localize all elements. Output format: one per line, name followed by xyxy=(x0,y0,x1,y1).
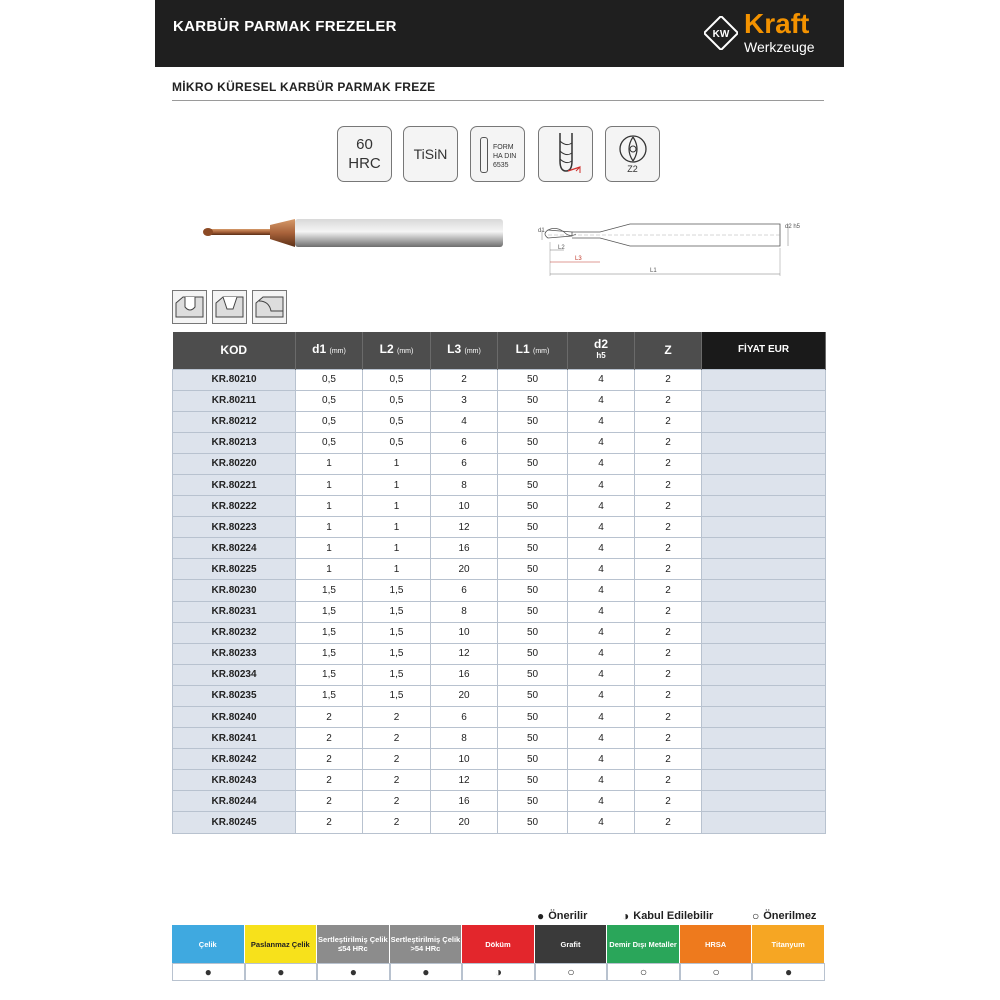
cell-l2: 2 xyxy=(363,770,431,791)
cell-l3: 8 xyxy=(431,601,498,622)
material-cell: HRSA xyxy=(680,925,753,963)
cell-l2: 1,5 xyxy=(363,601,431,622)
cell-price xyxy=(702,369,826,390)
table-row xyxy=(173,369,826,390)
cell-code: KR.80225 xyxy=(173,559,296,580)
cell-l2: 1,5 xyxy=(363,643,431,664)
material-header-row xyxy=(172,925,825,963)
cell-price xyxy=(702,496,826,517)
cell-price xyxy=(702,685,826,706)
table-row xyxy=(173,643,826,664)
cell-d2: 4 xyxy=(568,496,635,517)
form-line-1: FORM xyxy=(493,144,514,151)
cell-code: KR.80222 xyxy=(173,496,296,517)
cell-price xyxy=(702,390,826,411)
cell-code: KR.80243 xyxy=(173,770,296,791)
cell-code: KR.80232 xyxy=(173,622,296,643)
product-subtitle: MİKRO KÜRESEL KARBÜR PARMAK FREZE xyxy=(172,80,436,94)
cell-z: 2 xyxy=(635,432,702,453)
material-cell: Sertleştirilmiş Çelik ≤54 HRc xyxy=(317,925,390,963)
cell-l1: 50 xyxy=(498,390,568,411)
cell-code: KR.80241 xyxy=(173,728,296,749)
cell-code: KR.80211 xyxy=(173,390,296,411)
dim-d1-label: d1 xyxy=(538,228,545,234)
cell-l3: 20 xyxy=(431,559,498,580)
cell-l1: 50 xyxy=(498,411,568,432)
table-row xyxy=(173,580,826,601)
cell-l3: 16 xyxy=(431,664,498,685)
cell-l3: 6 xyxy=(431,453,498,474)
dim-d2-label: d2 h5 xyxy=(785,224,801,230)
cell-l3: 2 xyxy=(431,369,498,390)
cell-l2: 1 xyxy=(363,559,431,580)
table-row xyxy=(173,685,826,706)
contour-milling-icon xyxy=(253,291,286,323)
tool-photo xyxy=(200,215,505,250)
cell-code: KR.80210 xyxy=(173,369,296,390)
material-cell: Paslanmaz Çelik xyxy=(245,925,318,963)
col-header-l3: L3 (mm) xyxy=(431,332,498,369)
cell-price xyxy=(702,643,826,664)
cell-d1: 1 xyxy=(296,474,363,495)
cell-d2: 4 xyxy=(568,411,635,432)
half-circle-icon: ◑ xyxy=(622,909,630,923)
cell-z: 2 xyxy=(635,538,702,559)
table-row xyxy=(173,770,826,791)
drawing-outline xyxy=(530,212,800,284)
material-rating-row xyxy=(172,963,825,981)
cell-d2: 4 xyxy=(568,517,635,538)
cell-d1: 1,5 xyxy=(296,580,363,601)
cell-z: 2 xyxy=(635,622,702,643)
col-header-z: Z xyxy=(635,332,702,369)
cell-l2: 1,5 xyxy=(363,622,431,643)
table-row xyxy=(173,749,826,770)
cell-l3: 16 xyxy=(431,538,498,559)
cell-d2: 4 xyxy=(568,601,635,622)
cell-l2: 1 xyxy=(363,474,431,495)
shank-icon xyxy=(480,137,488,173)
cell-price xyxy=(702,707,826,728)
coating-badge xyxy=(403,126,458,182)
cell-d1: 1,5 xyxy=(296,601,363,622)
cell-l3: 20 xyxy=(431,812,498,833)
cell-d1: 0,5 xyxy=(296,390,363,411)
cell-d2: 4 xyxy=(568,749,635,770)
cell-l3: 16 xyxy=(431,791,498,812)
form-line-3: 6535 xyxy=(493,162,509,169)
table-row xyxy=(173,496,826,517)
cell-d2: 4 xyxy=(568,622,635,643)
material-cell: Sertleştirilmiş Çelik >54 HRc xyxy=(390,925,463,963)
table-row xyxy=(173,601,826,622)
table-row xyxy=(173,559,826,580)
cell-d1: 1,5 xyxy=(296,685,363,706)
table-row xyxy=(173,812,826,833)
cell-d2: 4 xyxy=(568,770,635,791)
cell-z: 2 xyxy=(635,496,702,517)
cell-z: 2 xyxy=(635,580,702,601)
cell-price xyxy=(702,453,826,474)
cell-d1: 2 xyxy=(296,791,363,812)
cell-d2: 4 xyxy=(568,812,635,833)
cell-d1: 2 xyxy=(296,770,363,791)
cell-l1: 50 xyxy=(498,685,568,706)
col-header-l1: L1 (mm) xyxy=(498,332,568,369)
table-row xyxy=(173,453,826,474)
rating-not-recommended-icon: ○ xyxy=(607,963,680,981)
cell-code: KR.80231 xyxy=(173,601,296,622)
cell-code: KR.80220 xyxy=(173,453,296,474)
material-cell: Çelik xyxy=(172,925,245,963)
flutes-badge xyxy=(605,126,660,182)
cell-z: 2 xyxy=(635,749,702,770)
hardness-value: 60 xyxy=(356,136,373,153)
cell-price xyxy=(702,791,826,812)
cell-l1: 50 xyxy=(498,559,568,580)
cell-d1: 2 xyxy=(296,812,363,833)
cell-d2: 4 xyxy=(568,685,635,706)
cell-price xyxy=(702,474,826,495)
empty-circle-icon: ○ xyxy=(752,909,760,923)
rating-recommended-icon: ● xyxy=(317,963,390,981)
cell-l3: 4 xyxy=(431,411,498,432)
ball-nose-badge xyxy=(538,126,593,182)
cell-l2: 1 xyxy=(363,538,431,559)
rating-recommended-icon: ● xyxy=(752,963,825,981)
cell-z: 2 xyxy=(635,601,702,622)
cell-code: KR.80223 xyxy=(173,517,296,538)
cell-code: KR.80221 xyxy=(173,474,296,495)
cell-d1: 1,5 xyxy=(296,622,363,643)
cell-z: 2 xyxy=(635,559,702,580)
cell-l2: 2 xyxy=(363,749,431,770)
cell-l3: 8 xyxy=(431,728,498,749)
divider xyxy=(172,100,824,101)
logo-brand: Kraft xyxy=(744,8,810,39)
hardness-badge xyxy=(337,126,392,182)
cell-d1: 1,5 xyxy=(296,664,363,685)
cell-d1: 2 xyxy=(296,707,363,728)
cell-price xyxy=(702,664,826,685)
cell-price xyxy=(702,411,826,432)
dim-l2-label: L2 xyxy=(558,245,565,251)
kw-diamond-icon xyxy=(704,16,738,50)
cell-d2: 4 xyxy=(568,664,635,685)
cell-price xyxy=(702,538,826,559)
cell-code: KR.80240 xyxy=(173,707,296,728)
cell-l2: 1,5 xyxy=(363,664,431,685)
cell-l3: 10 xyxy=(431,622,498,643)
cell-d2: 4 xyxy=(568,432,635,453)
cell-price xyxy=(702,432,826,453)
rating-acceptable-icon: ◑ xyxy=(462,963,535,981)
cell-l2: 2 xyxy=(363,728,431,749)
cell-d1: 1 xyxy=(296,453,363,474)
cell-l3: 12 xyxy=(431,770,498,791)
cell-z: 2 xyxy=(635,812,702,833)
cell-z: 2 xyxy=(635,411,702,432)
cell-l3: 6 xyxy=(431,432,498,453)
page-title: KARBÜR PARMAK FREZELER xyxy=(173,18,397,35)
cell-price xyxy=(702,770,826,791)
slot-milling-icon xyxy=(173,291,206,323)
cell-d2: 4 xyxy=(568,538,635,559)
logo-mark-text: KW xyxy=(712,29,730,40)
two-flute-icon xyxy=(618,134,648,164)
cell-z: 2 xyxy=(635,474,702,495)
cell-price xyxy=(702,812,826,833)
rating-not-recommended-icon: ○ xyxy=(535,963,608,981)
material-cell: Titanyum xyxy=(752,925,825,963)
cell-l1: 50 xyxy=(498,538,568,559)
cell-d2: 4 xyxy=(568,643,635,664)
legend-recommended xyxy=(537,909,587,923)
filled-circle-icon: ● xyxy=(537,909,545,923)
cell-code: KR.80245 xyxy=(173,812,296,833)
cell-code: KR.80242 xyxy=(173,749,296,770)
cell-l1: 50 xyxy=(498,432,568,453)
cell-l1: 50 xyxy=(498,664,568,685)
material-cell: Döküm xyxy=(462,925,535,963)
cell-l1: 50 xyxy=(498,601,568,622)
col-header-l2: L2 (mm) xyxy=(363,332,431,369)
cell-z: 2 xyxy=(635,728,702,749)
cell-code: KR.80234 xyxy=(173,664,296,685)
cell-price xyxy=(702,580,826,601)
brand-logo xyxy=(704,8,824,60)
hardness-unit: HRC xyxy=(348,155,381,172)
cell-l1: 50 xyxy=(498,474,568,495)
cell-d2: 4 xyxy=(568,369,635,390)
page-header xyxy=(155,0,844,67)
cell-d2: 4 xyxy=(568,580,635,601)
cell-d2: 4 xyxy=(568,390,635,411)
cell-l2: 1 xyxy=(363,517,431,538)
spec-table xyxy=(172,332,826,834)
cell-z: 2 xyxy=(635,770,702,791)
material-cell: Grafit xyxy=(535,925,608,963)
form-line-2: HA DIN xyxy=(493,153,517,160)
cell-l1: 50 xyxy=(498,517,568,538)
profile-icon-3 xyxy=(252,290,287,324)
cell-d1: 0,5 xyxy=(296,432,363,453)
table-row xyxy=(173,707,826,728)
profile-icon-2 xyxy=(212,290,247,324)
cell-l2: 2 xyxy=(363,707,431,728)
table-row xyxy=(173,728,826,749)
cell-d1: 1,5 xyxy=(296,643,363,664)
cell-l3: 6 xyxy=(431,707,498,728)
cell-d2: 4 xyxy=(568,728,635,749)
cell-z: 2 xyxy=(635,685,702,706)
cell-code: KR.80224 xyxy=(173,538,296,559)
cell-l1: 50 xyxy=(498,622,568,643)
rating-recommended-icon: ● xyxy=(390,963,463,981)
dim-l3-label: L3 xyxy=(575,256,582,262)
legend-not-recommended-label: Önerilmez xyxy=(763,910,817,922)
cell-d1: 0,5 xyxy=(296,411,363,432)
profile-icon-1 xyxy=(172,290,207,324)
logo-subtitle: Werkzeuge xyxy=(744,39,815,55)
col-header-price: FİYAT EUR xyxy=(702,332,826,369)
cell-code: KR.80213 xyxy=(173,432,296,453)
table-row xyxy=(173,538,826,559)
table-row xyxy=(173,664,826,685)
coating-label: TiSiN xyxy=(413,146,448,162)
cell-z: 2 xyxy=(635,707,702,728)
cell-d2: 4 xyxy=(568,707,635,728)
cell-l2: 0,5 xyxy=(363,369,431,390)
cell-code: KR.80235 xyxy=(173,685,296,706)
legend-not-recommended xyxy=(752,909,816,923)
cell-price xyxy=(702,559,826,580)
cell-d1: 1 xyxy=(296,559,363,580)
cell-l3: 12 xyxy=(431,517,498,538)
rating-recommended-icon: ● xyxy=(245,963,318,981)
cell-l2: 1 xyxy=(363,496,431,517)
legend-acceptable xyxy=(622,909,713,923)
rating-recommended-icon: ● xyxy=(172,963,245,981)
cell-z: 2 xyxy=(635,643,702,664)
cell-l1: 50 xyxy=(498,812,568,833)
cell-d2: 4 xyxy=(568,474,635,495)
cell-price xyxy=(702,517,826,538)
cell-d2: 4 xyxy=(568,791,635,812)
table-row xyxy=(173,517,826,538)
cell-z: 2 xyxy=(635,517,702,538)
cell-d1: 1 xyxy=(296,496,363,517)
cell-z: 2 xyxy=(635,453,702,474)
cell-l1: 50 xyxy=(498,453,568,474)
cell-l2: 2 xyxy=(363,791,431,812)
cell-d1: 2 xyxy=(296,728,363,749)
cell-l3: 6 xyxy=(431,580,498,601)
rating-not-recommended-icon: ○ xyxy=(680,963,753,981)
cell-price xyxy=(702,728,826,749)
table-row xyxy=(173,432,826,453)
shank-form-badge xyxy=(470,126,525,182)
cell-price xyxy=(702,622,826,643)
table-row xyxy=(173,474,826,495)
cell-l1: 50 xyxy=(498,496,568,517)
cell-l3: 10 xyxy=(431,496,498,517)
cell-l1: 50 xyxy=(498,369,568,390)
cell-l3: 10 xyxy=(431,749,498,770)
cell-l3: 3 xyxy=(431,390,498,411)
material-suitability xyxy=(172,925,825,981)
cell-l1: 50 xyxy=(498,749,568,770)
legend-acceptable-label: Kabul Edilebilir xyxy=(633,910,714,922)
cell-code: KR.80244 xyxy=(173,791,296,812)
cell-l1: 50 xyxy=(498,728,568,749)
dim-l1-label: L1 xyxy=(650,268,657,274)
cell-price xyxy=(702,601,826,622)
cell-l3: 8 xyxy=(431,474,498,495)
table-row xyxy=(173,622,826,643)
cell-l3: 20 xyxy=(431,685,498,706)
cell-d2: 4 xyxy=(568,453,635,474)
cell-d1: 0,5 xyxy=(296,369,363,390)
table-row xyxy=(173,411,826,432)
cell-price xyxy=(702,749,826,770)
flutes-label: Z2 xyxy=(627,164,638,174)
cell-code: KR.80230 xyxy=(173,580,296,601)
cell-l1: 50 xyxy=(498,580,568,601)
table-row xyxy=(173,791,826,812)
cell-code: KR.80212 xyxy=(173,411,296,432)
col-header-code: KOD xyxy=(173,332,296,369)
ball-nose-cutter-icon xyxy=(546,131,586,177)
col-header-d1: d1 (mm) xyxy=(296,332,363,369)
col-header-d2: d2 h5 xyxy=(568,332,635,369)
cell-d1: 2 xyxy=(296,749,363,770)
cell-d1: 1 xyxy=(296,517,363,538)
groove-milling-icon xyxy=(213,291,246,323)
cell-l1: 50 xyxy=(498,643,568,664)
cell-l2: 1,5 xyxy=(363,685,431,706)
cell-d1: 1 xyxy=(296,538,363,559)
cell-l2: 0,5 xyxy=(363,390,431,411)
cell-l2: 1,5 xyxy=(363,580,431,601)
table-row xyxy=(173,390,826,411)
cell-z: 2 xyxy=(635,664,702,685)
cell-z: 2 xyxy=(635,791,702,812)
cell-l1: 50 xyxy=(498,707,568,728)
cell-d2: 4 xyxy=(568,559,635,580)
cell-z: 2 xyxy=(635,390,702,411)
technical-drawing xyxy=(530,212,800,284)
cell-l2: 0,5 xyxy=(363,432,431,453)
legend-recommended-label: Önerilir xyxy=(548,910,588,922)
cell-l2: 0,5 xyxy=(363,411,431,432)
cell-l2: 2 xyxy=(363,812,431,833)
cell-l3: 12 xyxy=(431,643,498,664)
cell-l1: 50 xyxy=(498,770,568,791)
cell-l1: 50 xyxy=(498,791,568,812)
table-header-row xyxy=(173,332,826,369)
cell-code: KR.80233 xyxy=(173,643,296,664)
cell-l2: 1 xyxy=(363,453,431,474)
material-cell: Demir Dışı Metaller xyxy=(607,925,680,963)
cell-z: 2 xyxy=(635,369,702,390)
